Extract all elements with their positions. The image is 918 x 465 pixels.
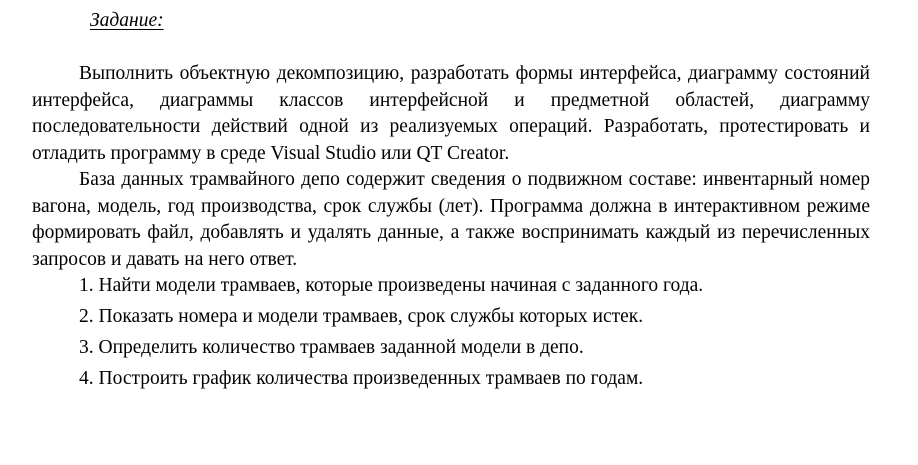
blank-line [32,35,870,62]
list-item: 3. Определить количество трамваев заданной модели в депо. [79,337,584,358]
document-page [32,8,870,397]
task-paragraph-requirements: Выполнить объектную декомпозицию, разработать формы интерфейса, диаграмму состояний интерфейса, диаграммы классов интерфейсной и предметной областей, диаграмму последовательности действий одной из реализуемых операций. Разработать, протестировать и отладить программу в среде Visual Studio или QT Creator. [32,63,870,164]
query-list [32,273,870,393]
task-paragraph-database: База данных трамвайного депо содержит сведения о подвижном составе: инвентарный номер вагона, модель, год производства, срок службы (лет). Программа должна в интерактивном режиме формировать файл, добавлять и удалять данные, а также воспринимать каждый из перечисленных запросов и давать на него ответ. [32,169,870,270]
list-item: 1. Найти модели трамваев, которые произведены начиная с заданного года. [79,275,704,296]
list-item: 4. Построить график количества произведенных трамваев по годам. [79,368,644,389]
task-heading: Задание: [90,10,164,31]
list-item: 2. Показать номера и модели трамваев, срок службы которых истек. [79,306,644,327]
